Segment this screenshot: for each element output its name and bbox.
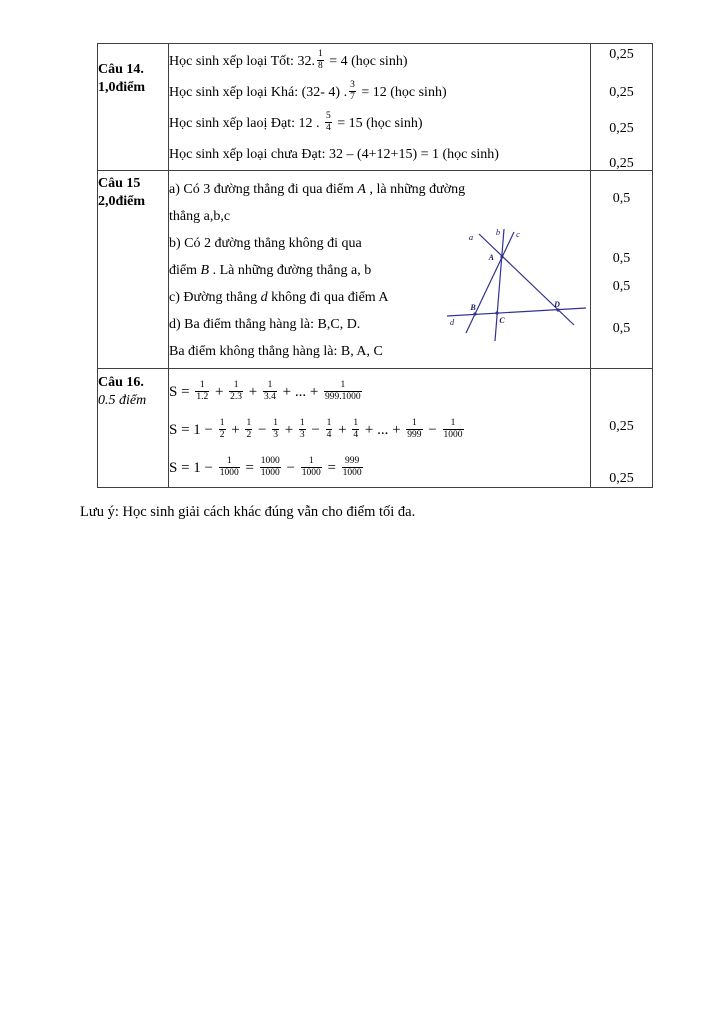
score-value: 0,5 [612, 191, 631, 206]
answer-content-cell [169, 171, 591, 369]
fraction: $\frac{999}{1000}$ [342, 456, 362, 479]
score-cell [591, 44, 653, 171]
question-label-cell [98, 369, 169, 488]
score-value: 0,25 [609, 156, 634, 171]
content-line: b) Có 2 đường thẳng không đi qua [169, 236, 362, 251]
score-cell [591, 369, 653, 488]
math-variable: B [200, 263, 210, 278]
figure-line-d [447, 308, 586, 316]
fraction: $\frac{1}{1000}$ [301, 456, 321, 479]
content-line: Học sinh xếp loại chưa Đạt: 32 – (4+12+15) = 1 (học sinh) [169, 147, 499, 162]
label-point-C: C [499, 316, 505, 325]
question-number: Câu 15 [98, 176, 141, 191]
content-line: điểm B . Là những đường thẳng a, b [169, 263, 372, 278]
fraction: $\frac{1}{1000}$ [219, 456, 239, 479]
fraction: $\frac{1}{3.4}$ [264, 380, 276, 403]
fraction: $\frac{5}{4}$ [325, 111, 331, 134]
answer-lines [169, 369, 590, 487]
fraction: $\frac{1}{3}$ [273, 418, 278, 441]
content-line: Ba điểm không thẳng hàng là: B, A, C [169, 344, 383, 359]
fraction: $\frac{1}{1.2}$ [196, 380, 209, 403]
fraction: $\frac{1}{3}$ [299, 418, 305, 441]
answer-content-cell [169, 44, 591, 171]
question-label-cell [98, 44, 169, 171]
point-C-dot [495, 311, 498, 314]
label-point-B: B [470, 303, 476, 312]
label-line-b: b [495, 227, 501, 237]
score-value: 0,25 [609, 121, 634, 136]
fraction: $\frac{1}{2}$ [246, 418, 252, 441]
fraction: $\frac{1}{999.1000}$ [325, 380, 361, 403]
question-number: Câu 14. [98, 62, 144, 77]
math-variable: d [260, 290, 268, 305]
content-line: d) Ba điểm thẳng hàng là: B,C, D. [169, 317, 361, 332]
fraction: $\frac{1}{2.3}$ [230, 380, 243, 403]
content-line: S = 1 − $\frac{1}{2}$ + $\frac{1}{2}$ − $\frac{1}{3}$ + $\frac{1}{3}$ − $\frac{1}{4}$ + $\frac{1}{4}$ + ... + $\frac{1}{999}$ − $\frac{1}{1000}$ [169, 418, 463, 441]
content-line: Học sinh xếp loại Khá: (32- 4) . $\frac{3}{7}$ = 12 (học sinh) [169, 80, 447, 103]
geometry-figure [441, 221, 589, 346]
point-B-dot [473, 312, 476, 315]
question-number: Câu 16. [98, 375, 144, 390]
question-label-cell [98, 171, 169, 369]
content-line: thẳng a,b,c [169, 209, 231, 224]
point-A-dot [500, 255, 503, 258]
table-row-cau14 [98, 44, 653, 171]
question-points: 2,0điểm [98, 194, 146, 209]
fraction: $\frac{1}{2}$ [219, 418, 225, 441]
score-value: 0,25 [609, 471, 634, 486]
score-value: 0,25 [609, 47, 634, 62]
fraction: $\frac{1}{8}$ [317, 49, 323, 72]
score-value: 0,25 [609, 419, 634, 434]
table-row-cau15 [98, 171, 653, 369]
label-line-c: c [516, 229, 520, 239]
fraction: $\frac{1}{999}$ [407, 418, 422, 441]
fraction: $\frac{3}{7}$ [350, 80, 355, 103]
bottom-note: Lưu ý: Học sinh giải cách khác đúng vẫn cho điểm tối đa. [80, 504, 416, 520]
content-line: c) Đường thẳng d không đi qua điểm A [169, 290, 389, 305]
question-points: 1,0điểm [98, 80, 146, 95]
content-line: Học sinh xếp laoị Đạt: 12 . $\frac{5}{4}$ = 15 (học sinh) [169, 111, 423, 134]
fraction: $\frac{1}{1000}$ [443, 418, 463, 441]
answer-lines [169, 44, 590, 170]
label-point-D: D [554, 300, 560, 309]
answer-content-cell [169, 369, 591, 488]
label-line-d: d [449, 317, 455, 327]
fraction: $\frac{1}{4}$ [326, 418, 332, 441]
label-line-a: a [468, 232, 474, 242]
content-line: S = 1 − $\frac{1}{1000}$ = $\frac{1000}{1000}$ − $\frac{1}{1000}$ = $\frac{999}{1000}$ [169, 456, 362, 479]
content-line: a) Có 3 đường thẳng đi qua điểm A , là những đường [169, 182, 466, 197]
fraction: $\frac{1000}{1000}$ [260, 456, 280, 479]
score-cell [591, 171, 653, 369]
math-variable: A [357, 182, 366, 197]
question-points: 0.5 điểm [98, 393, 147, 408]
content-line: S = $\frac{1}{1.2}$ + $\frac{1}{2.3}$ + $\frac{1}{3.4}$ + ... + $\frac{1}{999.1000}$ [169, 380, 361, 403]
score-value: 0,5 [612, 251, 631, 266]
content-line: Học sinh xếp loại Tốt: 32. $\frac{1}{8}$ = 4 (học sinh) [169, 49, 408, 72]
score-value: 0,25 [609, 85, 634, 100]
label-point-A: A [488, 253, 494, 262]
grading-table [97, 43, 653, 488]
fraction: $\frac{1}{4}$ [353, 418, 359, 441]
figure-line-c [466, 232, 514, 333]
score-value: 0,5 [612, 279, 631, 294]
table-row-cau16 [98, 369, 653, 488]
score-value: 0,5 [612, 321, 631, 336]
